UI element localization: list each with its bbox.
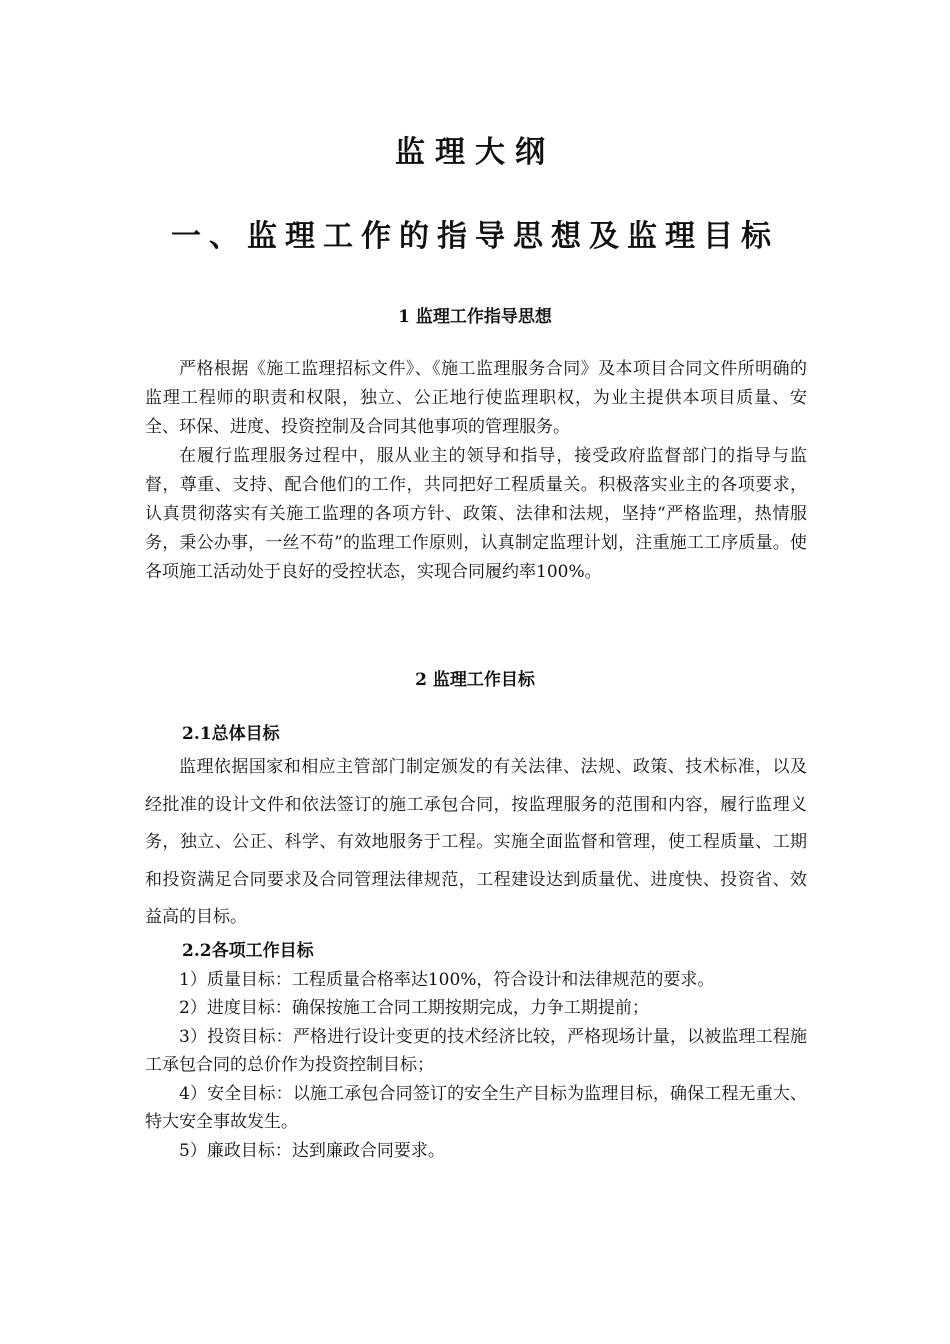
document-title: 监理大纲: [395, 135, 555, 170]
section-2-body: [145, 720, 807, 1165]
section-1-heading: 1 监理工作指导思想: [398, 307, 552, 327]
subsection-2-2-heading: 2.2各项工作目标: [182, 940, 314, 961]
paragraph: 严格根据《施工监理招标文件》、《施工监理服务合同》及本项目合同文件所明确的监理工程师的职责和权限，独立、公正地行使监理职权，为业主提供本项目质量、安全、环保、进度、投资控制及合同其他事项的管理服务。: [145, 359, 807, 437]
chapter-title: 一、监理工作的指导思想及监理目标: [171, 219, 779, 254]
section-2-heading: 2 监理工作目标: [415, 670, 535, 690]
goal-item: 2）进度目标：确保按施工合同工期按期完成，力争工期提前；: [179, 998, 649, 1018]
section-1-body: [145, 355, 807, 587]
subsection-2-1-heading: 2.1总体目标: [182, 724, 280, 744]
goal-item: 1）质量目标：工程质量合格率达100%，符合设计和法律规范的要求。: [179, 969, 715, 990]
goal-item: 5）廉政目标：达到廉政合同要求。: [179, 1140, 445, 1161]
goal-item: 4）安全目标：以施工承包合同签订的安全生产目标为监理目标，确保工程无重大、特大安全事故发生。: [145, 1083, 807, 1132]
paragraph: 在履行监理服务过程中，服从业主的领导和指导，接受政府监督部门的指导与监督，尊重、支持、配合他们的工作，共同把好工程质量关。积极落实业主的各项要求，认真贯彻落实有关施工监理的各项方针、政策、法律和法规，坚持“严格监理，热情服务，秉公办事，一丝不苟”的监理工作原则，认真制定监理计划，注重施工工序质量。使各项施工活动处于良好的受控状态，实现合同履约率100%。: [145, 446, 807, 582]
paragraph: 监理依据国家和相应主管部门制定颁发的有关法律、法规、政策、技术标准，以及经批准的设计文件和依法签订的施工承包合同，按监理服务的范围和内容，履行监理义务，独立、公正、科学、有效地服务于工程。实施全面监督和管理，使工程质量、工期和投资满足合同要求及合同管理法律规范，工程建设达到质量优、进度快、投资省、效益高的目标。: [145, 757, 807, 927]
goal-item: 3）投资目标：严格进行设计变更的技术经济比较，严格现场计量，以被监理工程施工承包合同的总价作为投资控制目标；: [145, 1026, 807, 1075]
